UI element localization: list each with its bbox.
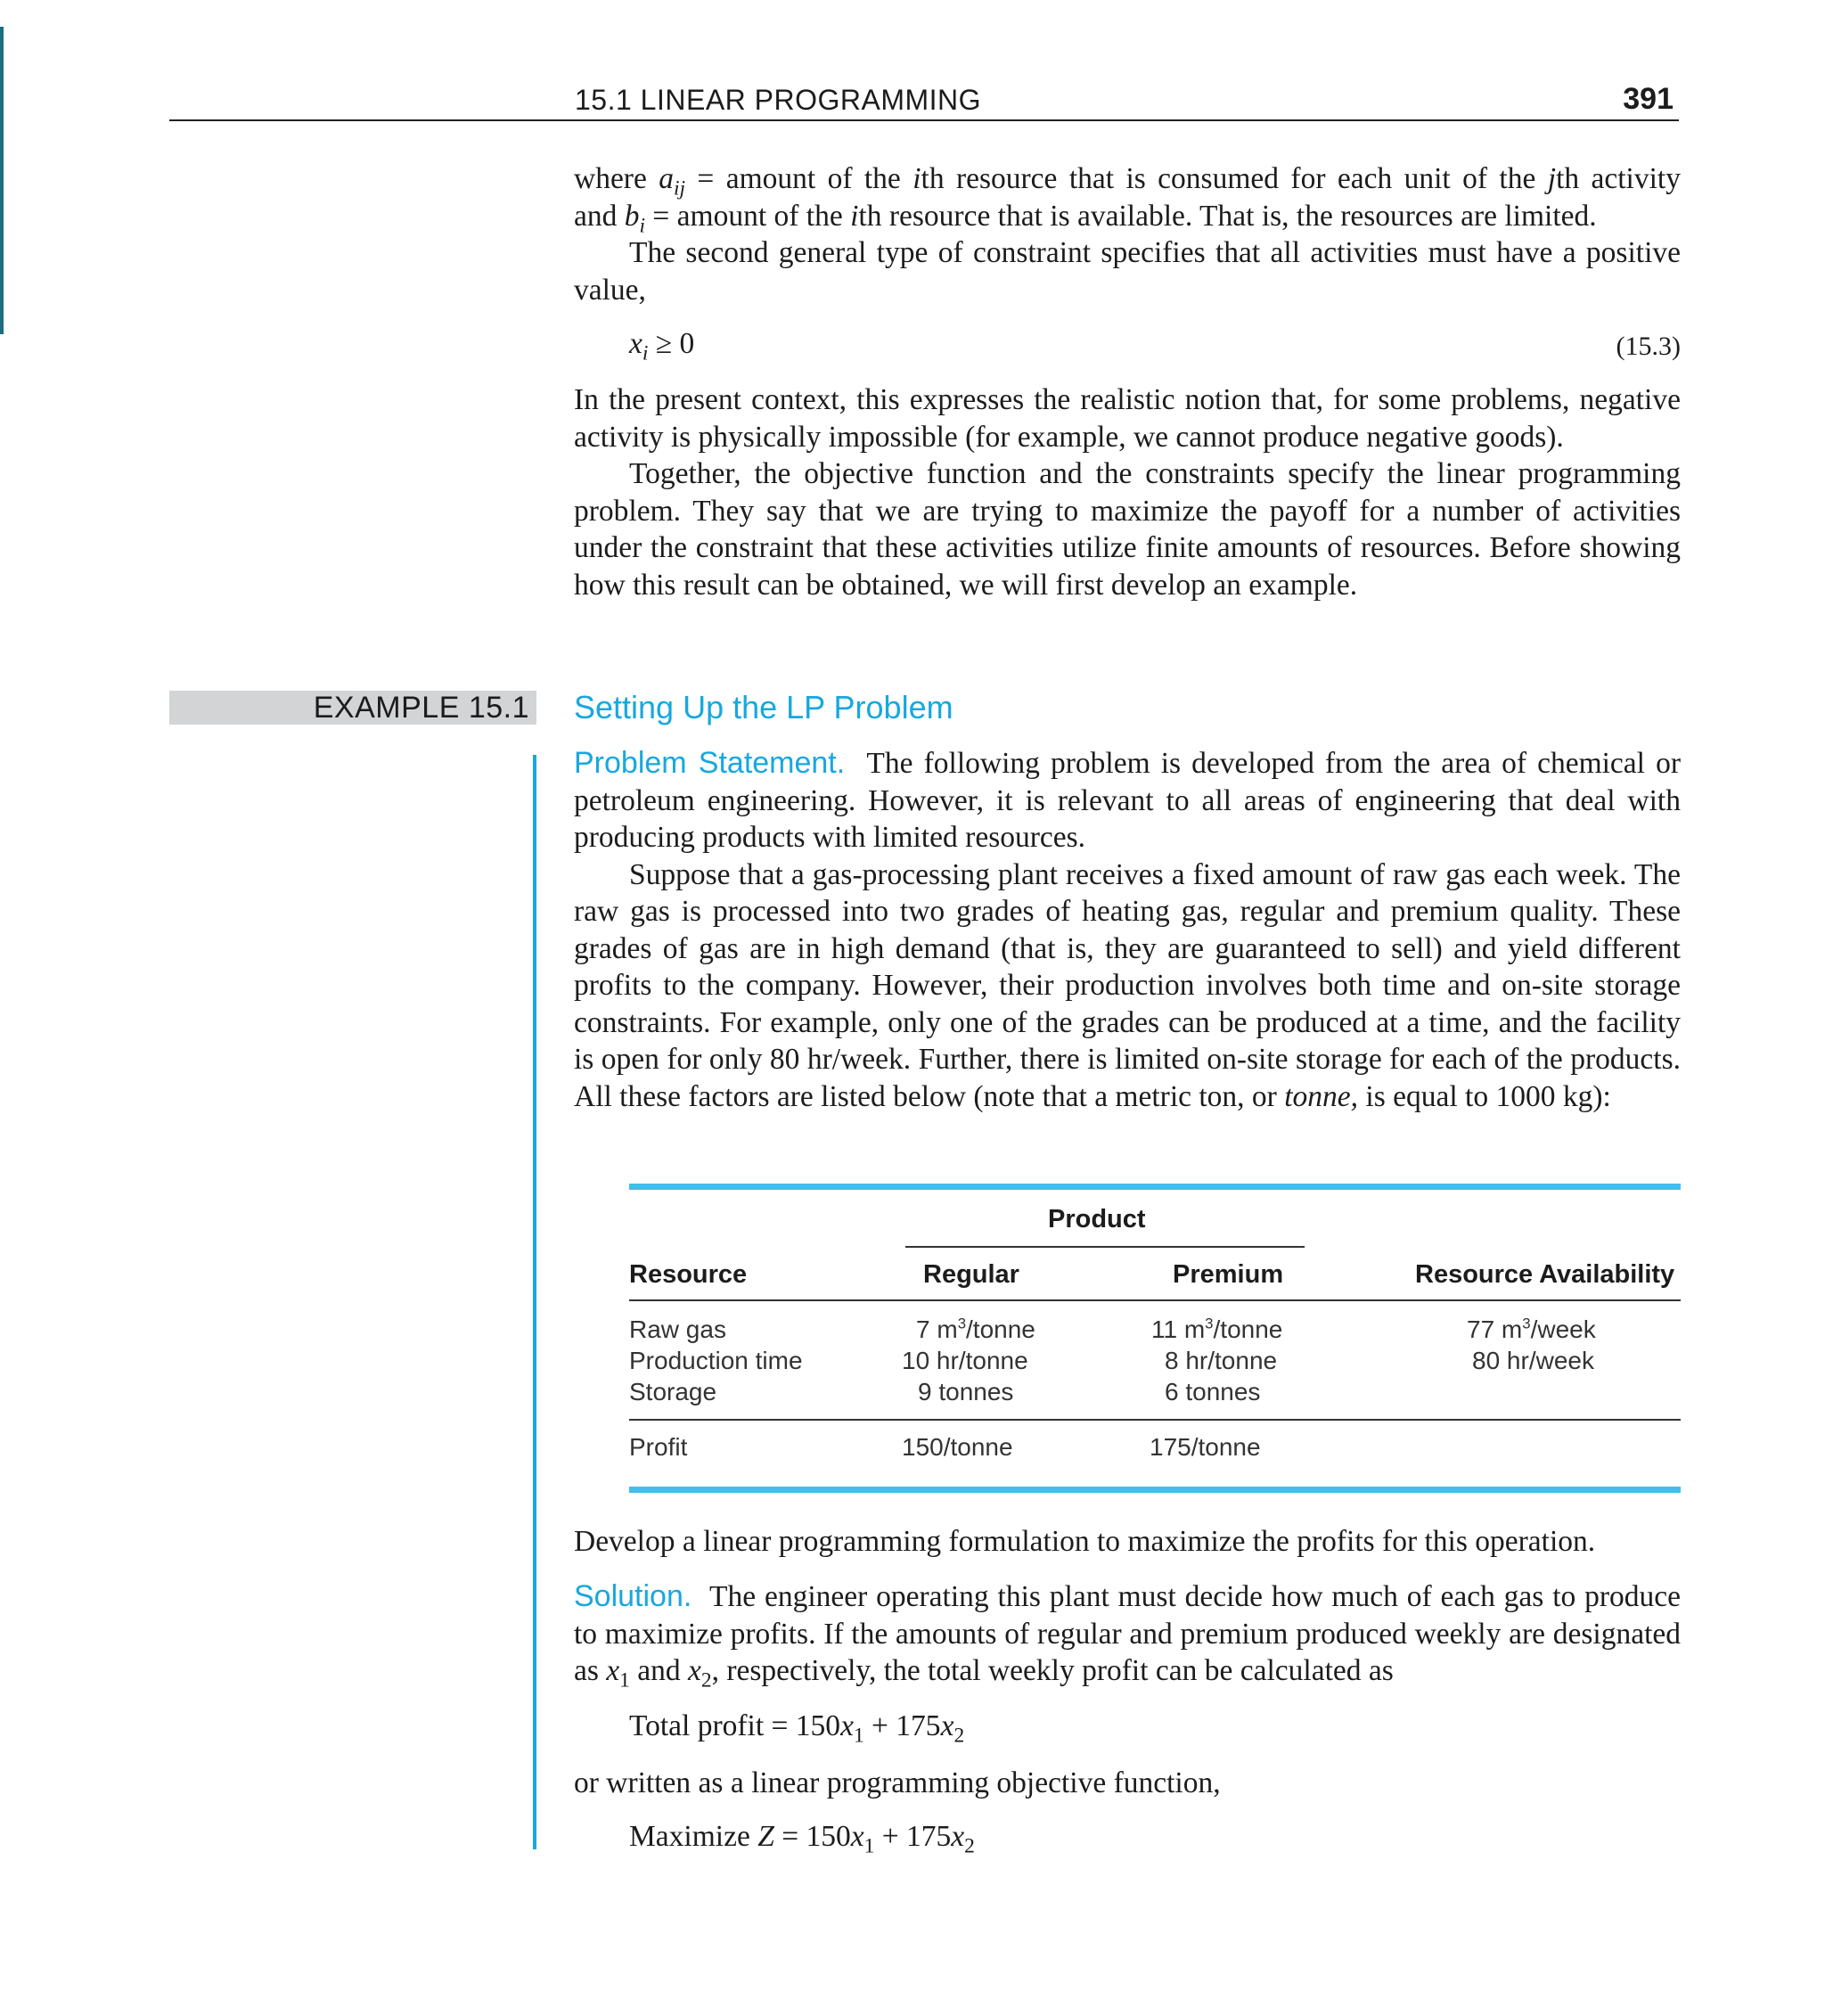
intro-paragraph-2: The second general type of constraint specifies that all activities must have a positive value,: [574, 236, 1681, 307]
table-cell: 77 $m^3$/week: [1467, 1315, 1596, 1343]
table-cell: Storage: [629, 1378, 717, 1405]
section-title: 15.1 LINEAR PROGRAMMING: [575, 84, 982, 116]
table-group-header: Product: [1048, 1205, 1146, 1233]
solution-heading: Solution.: [574, 1579, 692, 1613]
table-profit-rule: [629, 1419, 1681, 1421]
col-header-premium: Premium: [1173, 1260, 1284, 1289]
table-bottom-rule: [629, 1487, 1681, 1493]
equation-15-3: $x_i \ge 0$: [629, 327, 695, 365]
solution-paragraph: Solution. The engineer operating this plant must decide how much of each gas to produce to maximize profits. If the amounts of regular and premium produced weekly are designated as $x_1$ and $x_2$, respectively, the total weekly profit can be calculated as: [574, 1579, 1682, 1692]
page-number: 391: [1623, 82, 1674, 116]
col-header-regular: Regular: [923, 1260, 1019, 1289]
example-label-box: [169, 691, 536, 725]
example-margin-rule: [533, 755, 536, 1849]
objective-intro: or written as a linear programming objective function,: [574, 1766, 1221, 1799]
table-cell: 10 hr/tonne: [902, 1347, 1028, 1374]
problem-statement: Problem Statement. The following problem is developed from the area of chemical or petroleum engineering. However, it is relevant to all areas of engineering that deal with producing products with limited resources. Suppose that a gas-processing plant receives a fixed amount of raw gas each week. The raw gas is processed into two grades of heating gas, regular and premium quality. These grades of gas are in high demand (that is, they are guaranteed to sell) and yield different profits to the company. However, their production involves both time and on-site storage constraints. For example, only one of the grades can be produced at a time, and the facility is open for only 80 hr/week. Further, there is limited on-site storage for each of the products. All these factors are listed below (note that a metric ton, or tonne, is equal to 1000 kg):: [574, 745, 1681, 1115]
intro-paragraph-4: Together, the objective function and the constraints specify the linear programming problem. They say that we are trying to maximize the payoff for a number of activities under the constraint that these activities utilize finite amounts of resources. Before showing how this result can be obtained, we will first develop an example.: [574, 457, 1681, 602]
table-cell: 7 $m^3$/tonne: [916, 1315, 1035, 1343]
table-cell: 150/tonne: [902, 1433, 1013, 1461]
table-cell: 11 $m^3$/tonne: [1151, 1315, 1283, 1343]
intro-paragraph-1: where $a_{ij}$ = amount of the ith resource that is consumed for each unit of the jth activity and $b_i$ = amount of the ith resource that is available. That is, the resources are limited. The second general type of constraint specifies that all activities must have a positive value,: [574, 160, 1681, 308]
table-header-rule: [629, 1299, 1681, 1301]
col-header-availability: Resource Availability: [1415, 1260, 1675, 1289]
table-cell: 80 hr/week: [1472, 1347, 1594, 1374]
page-edge-marker: [0, 27, 4, 334]
problem-heading: Problem Statement.: [574, 746, 846, 780]
problem-paragraph-2: Suppose that a gas-processing plant receives a fixed amount of raw gas each week. The raw gas is processed into two grades of heating gas, regular and premium quality. These grades of gas are in high demand (that is, they are guaranteed to sell) and yield different profits to the company. However, their production involves both time and on-site storage constraints. For example, only one of the grades can be produced at a time, and the facility is open for only 80 hr/week. Further, there is limited on-site storage for each of the products. All these factors are listed below (note that a metric ton, or tonne, is equal to 1000 kg):: [574, 857, 1681, 1113]
resource-table: [629, 1184, 1681, 1497]
table-cell: Raw gas: [629, 1315, 726, 1343]
total-profit-equation: Total profit = $150x_1 + 175x_2$: [629, 1709, 965, 1748]
table-cell: 175/tonne: [1150, 1433, 1261, 1461]
example-title: Setting Up the LP Problem: [574, 689, 953, 725]
col-header-resource: Resource: [629, 1260, 748, 1289]
task-sentence: Develop a linear programming formulation to maximize the profits for this operation.: [574, 1525, 1596, 1558]
table-top-rule: [629, 1184, 1681, 1190]
running-header: [169, 78, 1679, 121]
example-label: EXAMPLE 15.1: [313, 691, 529, 725]
table-cell: Profit: [629, 1433, 688, 1461]
objective-function-equation: Maximize $Z = 150x_1 + 175x_2$: [629, 1820, 975, 1858]
table-cell: Production time: [629, 1347, 803, 1374]
intro-paragraph-3: In the present context, this expresses the realistic notion that, for some problems, negative activity is physically impossible (for example, we cannot produce negative goods). Together, the objective function and the constraints specify the linear programming problem. They say that we are trying to maximize the payoff for a number of activities under the constraint that these activities utilize finite amounts of resources. Before showing how this result can be obtained, we will first develop an example.: [574, 381, 1681, 603]
table-cell: 9 tonnes: [918, 1378, 1014, 1405]
table-cell: 6 tonnes: [1165, 1378, 1261, 1405]
table-cell: 8 hr/tonne: [1165, 1347, 1278, 1374]
group-header-rule: [905, 1246, 1305, 1248]
equation-number: (15.3): [1616, 332, 1681, 361]
